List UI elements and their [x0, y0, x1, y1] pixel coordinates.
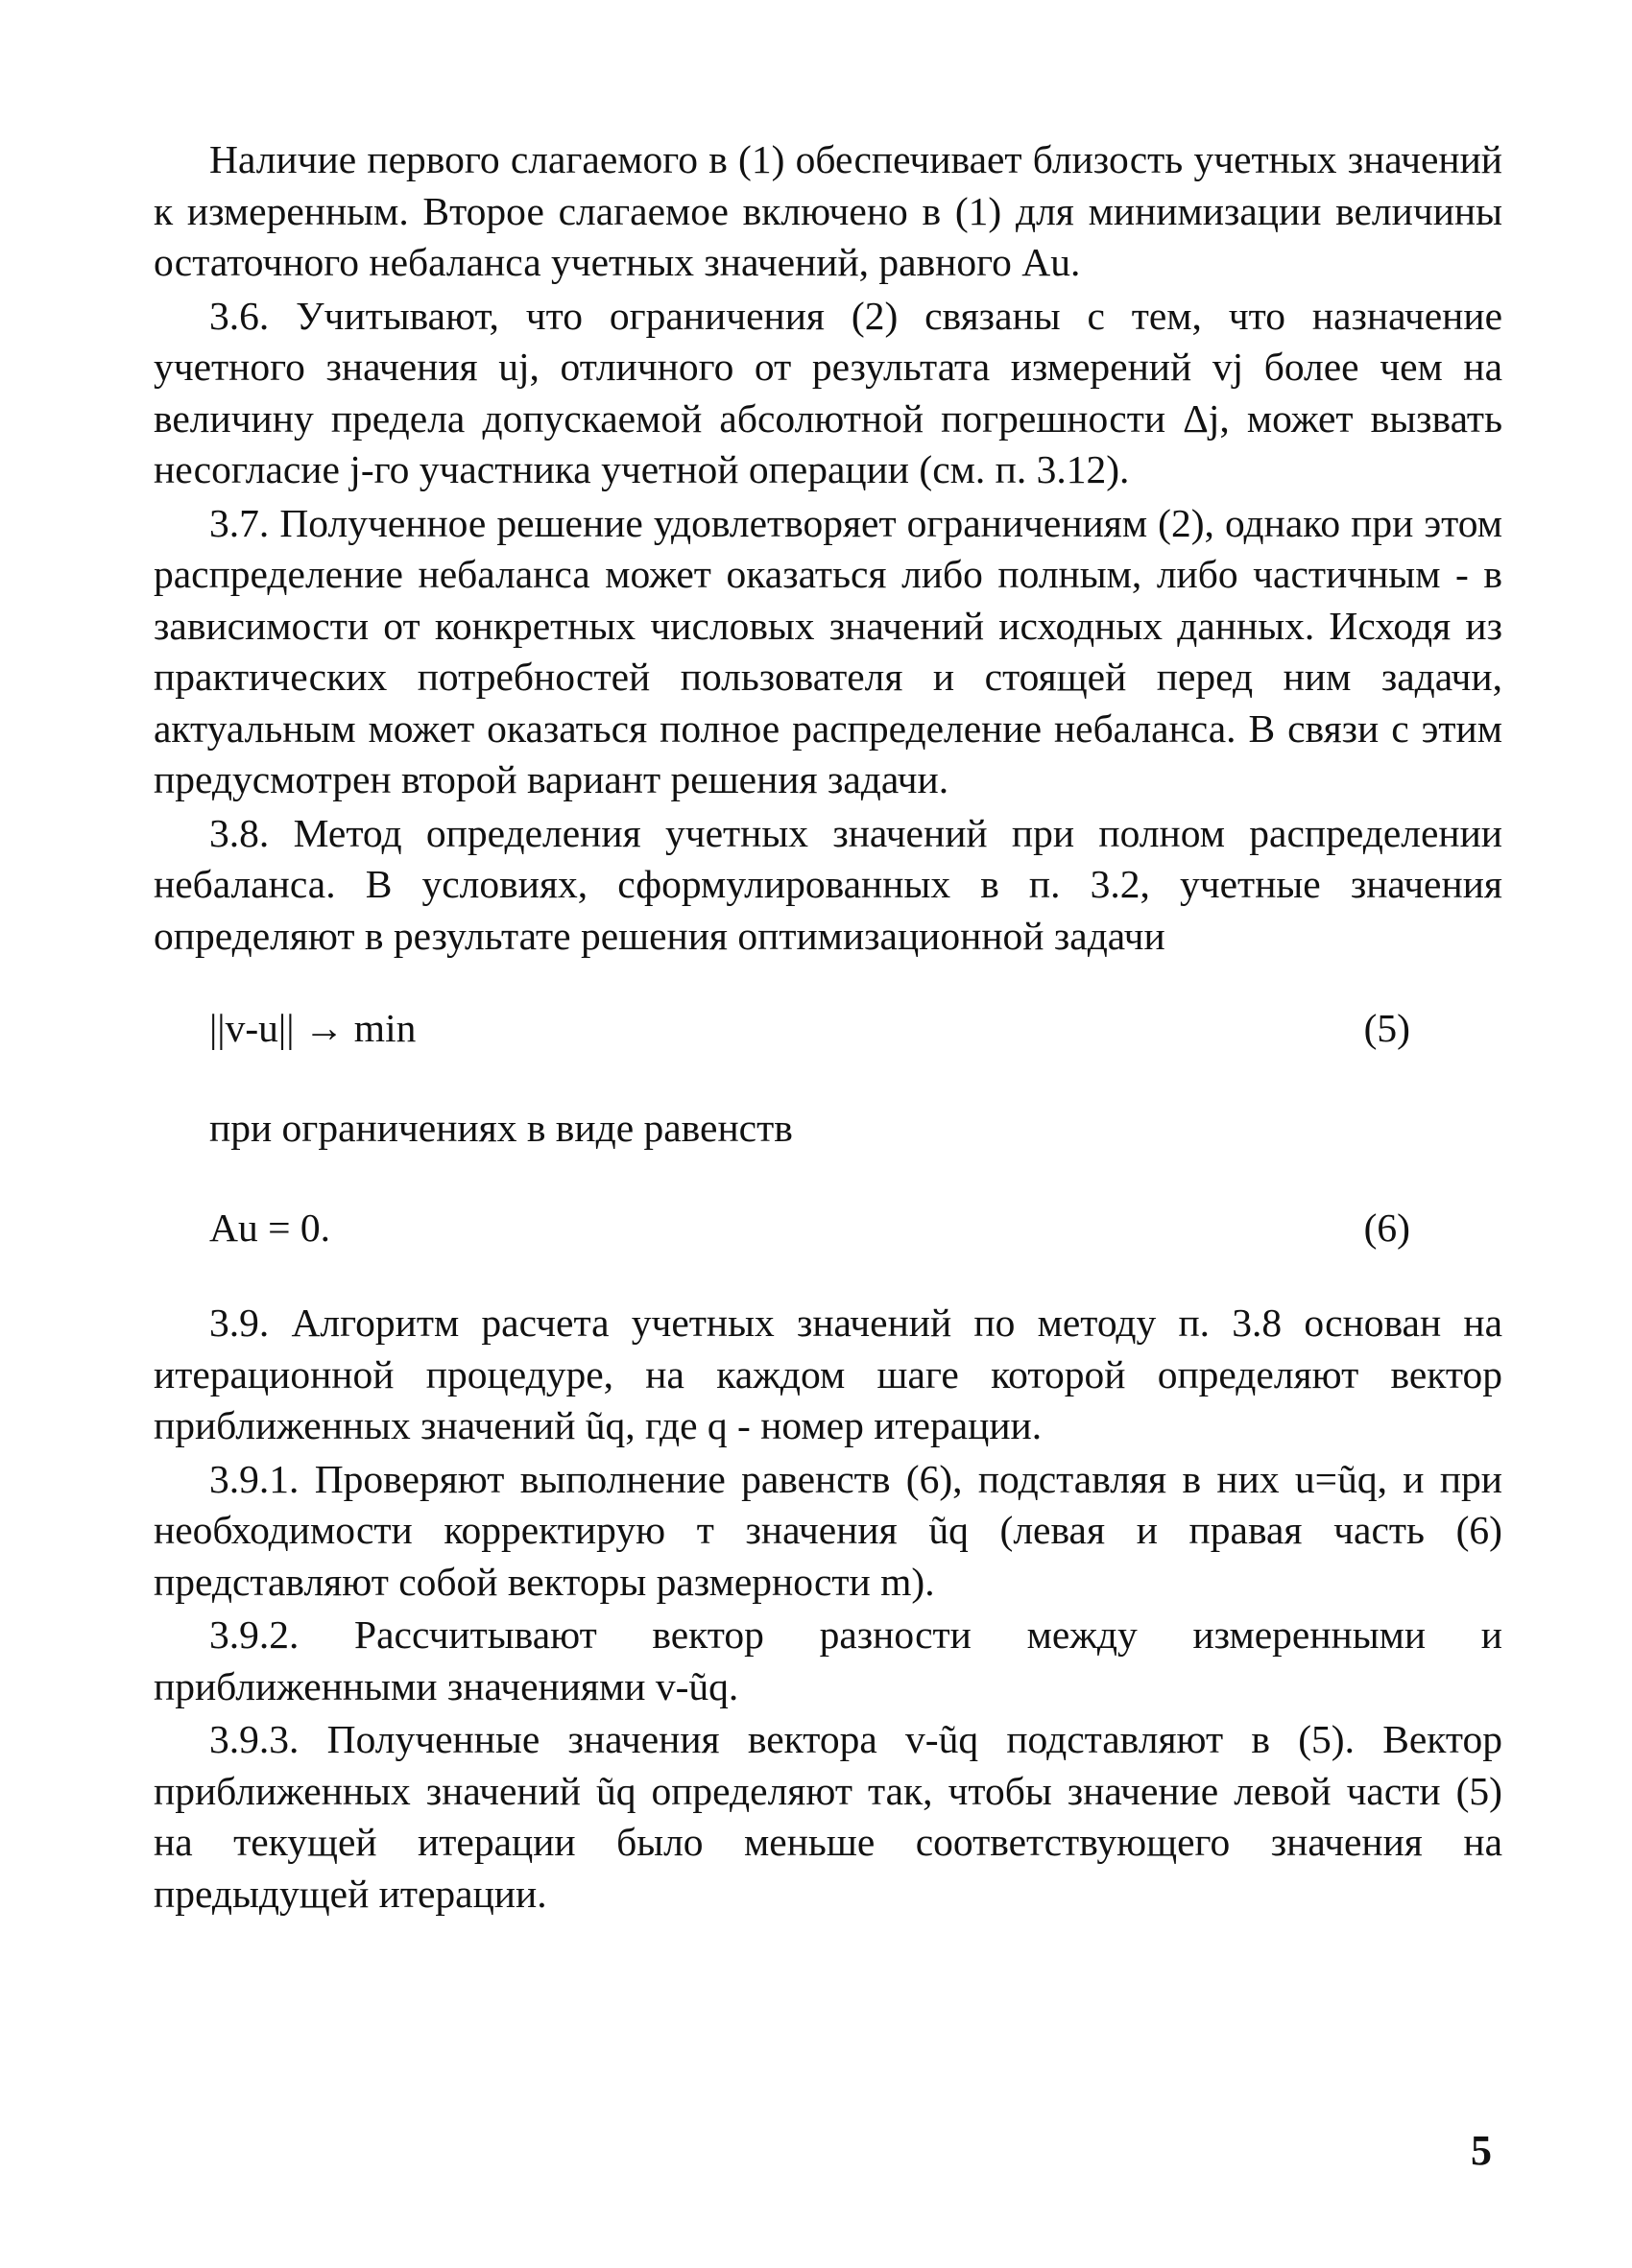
paragraph-3-9-3: 3.9.3. Полученные значения вектора v-ũq подставляют в (5). Вектор приближенных значений ũq определяют так, чтобы значение левой части (5) на текущей итерации было меньше соответствующего значения на предыдущей итерации.: [154, 1717, 1502, 1916]
paragraph-3-9-1: 3.9.1. Проверяют выполнение равенств (6), подставляя в них u=ũq, и при необходимости корректирую т значения ũq (левая и правая часть (6) представляют собой векторы размерности m).: [154, 1456, 1502, 1604]
document-page: [154, 134, 1502, 1922]
spacer: [154, 1054, 1502, 1102]
page-number: 5: [1471, 2127, 1492, 2174]
paragraph-3-7: 3.7. Полученное решение удовлетворяет ограничениям (2), однако при этом распределение небаланса может оказаться либо полным, либо частичным - в зависимости от конкретных числовых значений исходных данных. Исходя из практических потребностей пользователя и стоящей перед ним задачи, актуальным может оказаться полное распределение небаланса. В связи с этим предусмотрен второй вариант решения задачи.: [154, 500, 1502, 801]
formula-6: [154, 1202, 1502, 1253]
formula-5-number: (5): [1363, 1006, 1410, 1050]
paragraph-3-6: 3.6. Учитывают, что ограничения (2) связаны с тем, что назначение учетного значения uj, отличного от результата измерений vj более чем на величину предела допускаемой абсолютной погрешности Δj, может вызвать несогласие j-го участника учетной операции (см. п. 3.12).: [154, 293, 1502, 491]
formula-5: [154, 1002, 1502, 1054]
formula-6-number: (6): [1363, 1206, 1410, 1250]
formula-5-expression: ||v-u|| → min: [209, 1006, 417, 1050]
spacer: [154, 1154, 1502, 1202]
formula-6-expression: Au = 0.: [209, 1206, 330, 1250]
spacer: [154, 1253, 1502, 1298]
paragraph-3-8: 3.8. Метод определения учетных значений при полном распределении небаланса. В условиях, сформулированных в п. 3.2, учетные значения определяют в результате решения оптимизационной задачи: [154, 810, 1502, 958]
paragraph-3-9-2: 3.9.2. Рассчитывают вектор разности между измеренными и приближенными значениями v-ũq.: [154, 1612, 1502, 1708]
spacer: [154, 964, 1502, 1002]
constraint-text: при ограничениях в виде равенств: [209, 1106, 793, 1150]
paragraph-intro: Наличие первого слагаемого в (1) обеспечивает близость учетных значений к измеренным. Второе слагаемое включено в (1) для минимизации величины остаточного небаланса учетных значений, равного Au.: [154, 137, 1502, 284]
paragraph-3-9: 3.9. Алгоритм расчета учетных значений по методу п. 3.8 основан на итерационной процедуре, на каждом шаге которой определяют вектор приближенных значений ũq, где q - номер итерации.: [154, 1301, 1502, 1447]
